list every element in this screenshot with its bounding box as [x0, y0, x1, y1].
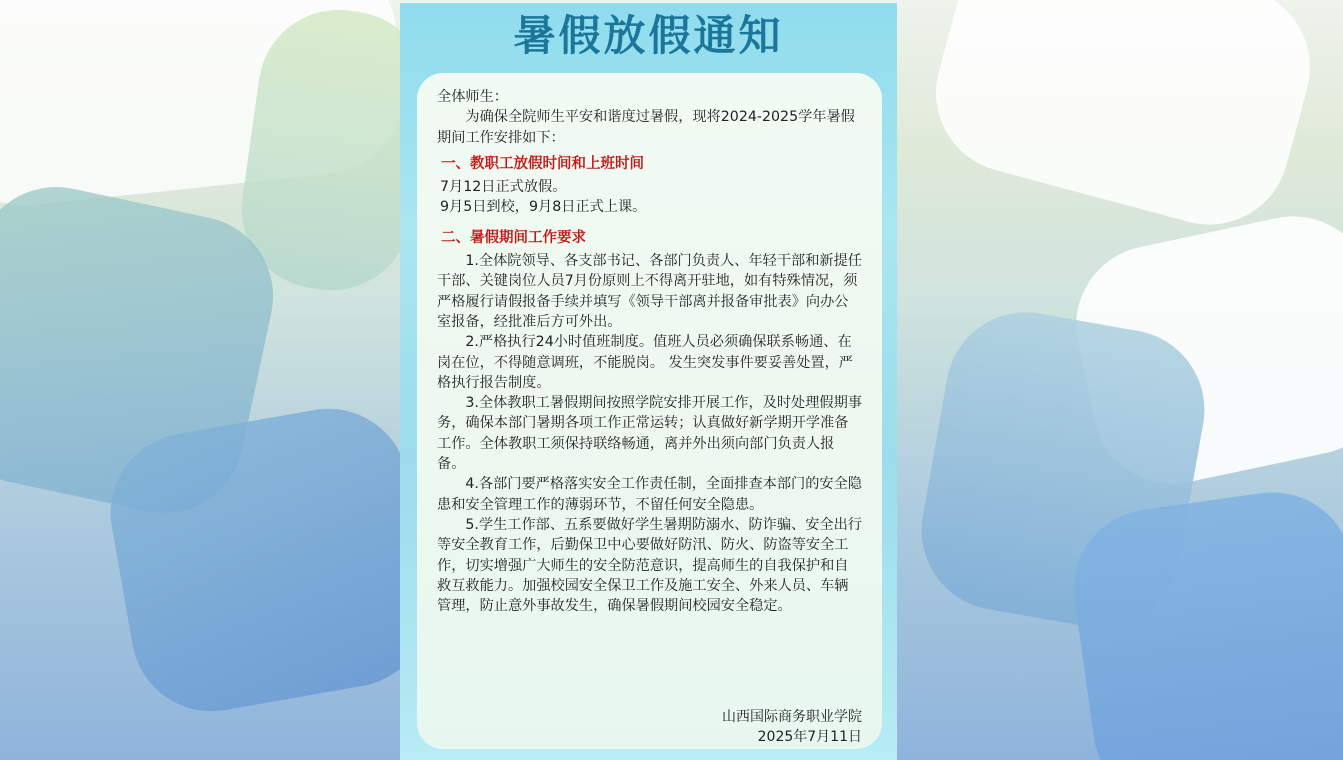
notice-poster: [400, 3, 897, 760]
signature-org: 山西国际商务职业学院: [722, 709, 862, 725]
salutation: 全体师生：: [437, 89, 508, 105]
requirement-item: 3.全体教职工暑假期间按照学院安排开展工作，及时处理假期事务，确保本部门暑期各项工作正常运转；认真做好新学期开学准备工作。全体教职工须保持联络畅通，离并外出须向部门负责人报备。: [437, 395, 862, 473]
background-shape: [918, 0, 1328, 242]
intro-paragraph: 为确保全院师生平安和谐度过暑假，现将2024-2025学年暑假期间工作安排如下：: [437, 109, 855, 146]
section-heading-requirements: 二、暑假期间工作要求: [441, 229, 586, 246]
background-shape: [1063, 482, 1343, 760]
requirement-item: 5.学生工作部、五系要做好学生暑期防溺水、防诈骗、安全出行等安全教育工作，后勤保卫中心要做好防汛、防火、防盗等安全工作，切实增强广大师生的安全防范意识，提高师生的自我保护和自救互救能力。加强校园安全保卫工作及施工安全、外来人员、车辆管理，防止意外事故发生，确保暑假期间校园安全稳定。: [437, 516, 862, 615]
signature-block: [722, 707, 862, 747]
requirement-item: 1.全体院领导、各支部书记、各部门负责人、年轻干部和新提任干部、关键岗位人员7月份原则上不得离开驻地，如有特殊情况，须严格履行请假报备手续并填写《领导干部离并报备审批表》向办公室报备，经批准后方可外出。: [437, 253, 862, 330]
schedule-line: 7月12日正式放假。: [440, 179, 567, 196]
notice-card: [417, 73, 882, 749]
notice-title: 暑假放假通知: [513, 11, 784, 60]
schedule-line: 9月5日到校，9月8日正式上课。: [440, 199, 647, 216]
requirement-item: 4.各部门要严格落实安全工作责任制，全面排查本部门的安全隐患和安全管理工作的薄弱环节，不留任何安全隐患。: [437, 476, 862, 513]
requirement-item: 2.严格执行24小时值班制度。值班人员必须确保联系畅通、在岗在位，不得随意调班，不能脱岗。 发生突发事件要妥善处置，严格执行报告制度。: [437, 334, 853, 391]
notice-body: [437, 87, 862, 616]
background-shape: [98, 396, 442, 724]
signature-date: 2025年7月11日: [757, 729, 862, 745]
section-heading-schedule: 一、教职工放假时间和上班时间: [441, 155, 644, 172]
